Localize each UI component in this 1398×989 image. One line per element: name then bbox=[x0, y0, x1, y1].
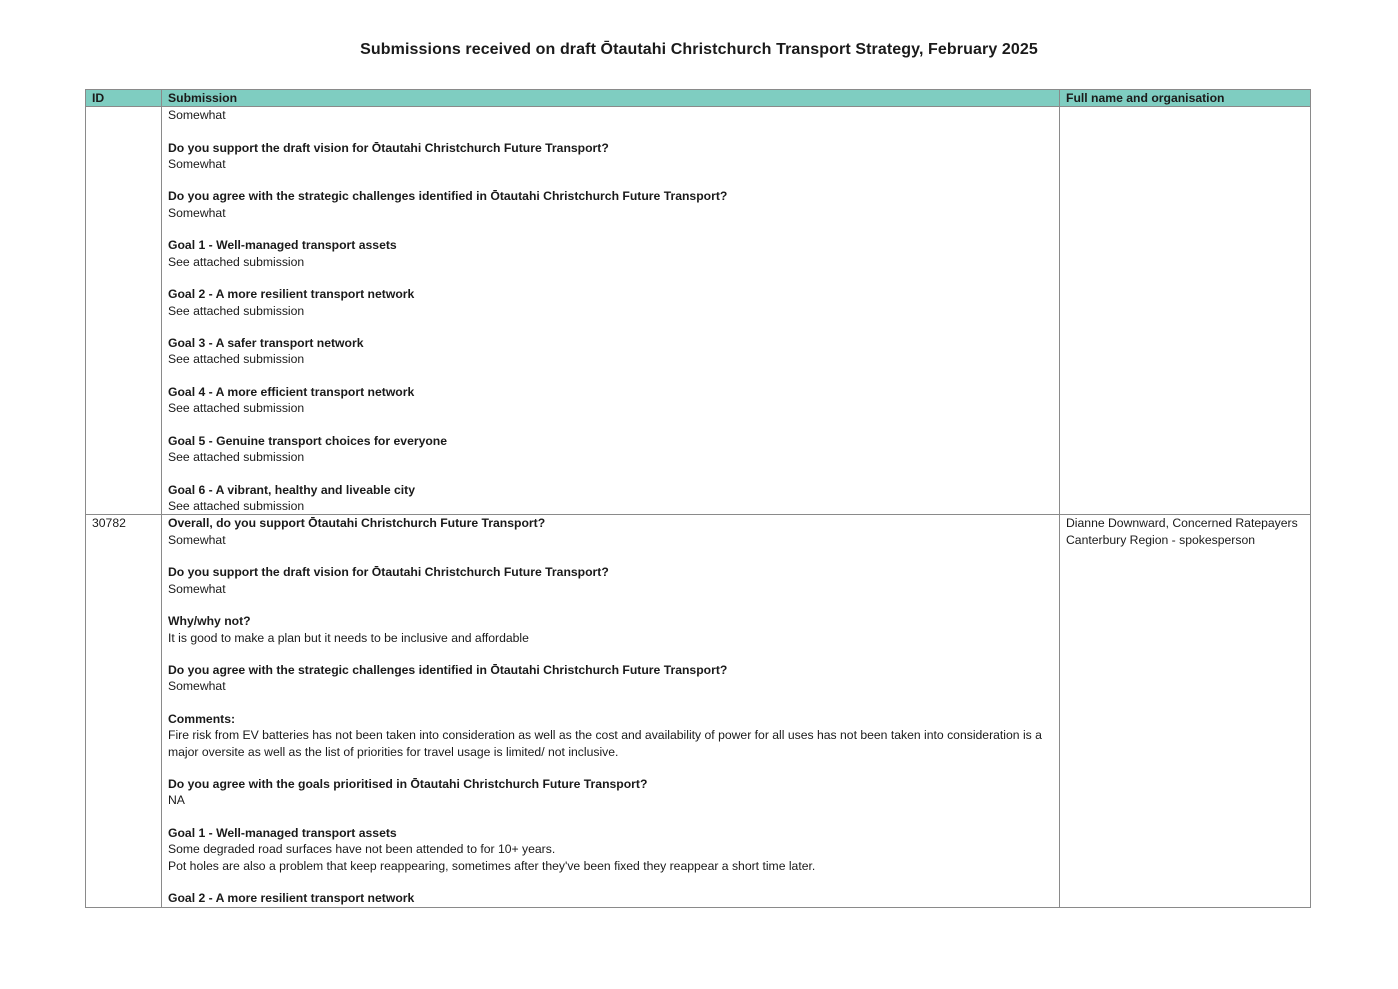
question-text: Do you support the draft vision for Ōtautahi Christchurch Future Transport? bbox=[168, 140, 609, 155]
column-header-submission: Submission bbox=[162, 90, 1060, 107]
qa-item bbox=[168, 384, 1053, 417]
submission-cell bbox=[162, 515, 1060, 907]
answer-text: Somewhat bbox=[168, 205, 226, 220]
answer-text: Fire risk from EV batteries has not been taken into consideration as well as the cost and availability of power for all uses has not been taken into consideration is a major oversite as well as the list of priorities for travel usage is limited/ not inclusive. bbox=[168, 728, 1046, 759]
qa-item bbox=[168, 188, 1053, 221]
question-text: Goal 1 - Well-managed transport assets bbox=[168, 238, 397, 253]
qa-item bbox=[168, 662, 1053, 695]
qa-item bbox=[168, 433, 1053, 466]
page-title: Submissions received on draft Ōtautahi Christchurch Transport Strategy, February 2025 bbox=[360, 41, 1038, 58]
answer-text: Somewhat bbox=[168, 581, 226, 596]
answer-text: See attached submission bbox=[168, 450, 305, 465]
question-text: Do you agree with the strategic challenges identified in Ōtautahi Christchurch Future Transport? bbox=[168, 189, 728, 204]
submitter-name-cell bbox=[1060, 107, 1311, 515]
question-text: Goal 1 - Well-managed transport assets bbox=[168, 826, 397, 841]
qa-item bbox=[168, 776, 1053, 809]
qa-item bbox=[168, 286, 1053, 319]
question-text: Comments: bbox=[168, 711, 236, 726]
answer-text: Somewhat bbox=[168, 532, 226, 547]
answer-text: See attached submission bbox=[168, 499, 305, 514]
answer-text: Some degraded road surfaces have not been attended to for 10+ years. Pot holes are also a problem that keep reappearing, sometimes after they've been fixed they reappear a short time later. bbox=[168, 842, 816, 873]
answer-text: NA bbox=[168, 793, 185, 808]
question-text: Overall, do you support Ōtautahi Christchurch Future Transport? bbox=[168, 516, 546, 531]
answer-text: See attached submission bbox=[168, 303, 305, 318]
question-text: Why/why not? bbox=[168, 614, 251, 629]
submissions-table bbox=[85, 89, 1311, 908]
qa-item bbox=[168, 711, 1053, 760]
table-row bbox=[86, 107, 1311, 515]
qa-item bbox=[168, 482, 1053, 515]
submitter-name-cell: Dianne Downward, Concerned Ratepayers Canterbury Region - spokesperson bbox=[1060, 515, 1311, 907]
submission-id-cell: 30782 bbox=[86, 515, 162, 907]
qa-item bbox=[168, 237, 1053, 270]
table-row bbox=[86, 515, 1311, 907]
qa-item bbox=[168, 890, 1053, 906]
qa-item bbox=[168, 515, 1053, 548]
answer-text: See attached submission bbox=[168, 254, 305, 269]
table-header-row bbox=[86, 90, 1311, 107]
question-text: Goal 6 - A vibrant, healthy and liveable city bbox=[168, 482, 415, 497]
qa-item bbox=[168, 613, 1053, 646]
answer-text: Somewhat bbox=[168, 679, 226, 694]
column-header-name: Full name and organisation bbox=[1060, 90, 1311, 107]
qa-item bbox=[168, 140, 1053, 173]
qa-item bbox=[168, 335, 1053, 368]
answer-text: See attached submission bbox=[168, 352, 305, 367]
question-text: Goal 3 - A safer transport network bbox=[168, 336, 364, 351]
question-text: Goal 5 - Genuine transport choices for everyone bbox=[168, 433, 448, 448]
submission-cell bbox=[162, 107, 1060, 515]
qa-item bbox=[168, 107, 1053, 123]
answer-text: See attached submission bbox=[168, 401, 305, 416]
answer-text: Somewhat bbox=[168, 156, 226, 171]
submission-id-cell bbox=[86, 107, 162, 515]
question-text: Goal 2 - A more resilient transport network bbox=[168, 891, 415, 906]
qa-item bbox=[168, 825, 1053, 874]
qa-item bbox=[168, 564, 1053, 597]
column-header-id: ID bbox=[86, 90, 162, 107]
question-text: Goal 2 - A more resilient transport network bbox=[168, 287, 415, 302]
answer-text: Somewhat bbox=[168, 108, 226, 122]
question-text: Goal 4 - A more efficient transport network bbox=[168, 385, 415, 400]
question-text: Do you support the draft vision for Ōtautahi Christchurch Future Transport? bbox=[168, 565, 609, 580]
answer-text: It is good to make a plan but it needs to be inclusive and affordable bbox=[168, 630, 529, 645]
question-text: Do you agree with the strategic challenges identified in Ōtautahi Christchurch Future Transport? bbox=[168, 663, 728, 678]
question-text: Do you agree with the goals prioritised in Ōtautahi Christchurch Future Transport? bbox=[168, 777, 648, 792]
